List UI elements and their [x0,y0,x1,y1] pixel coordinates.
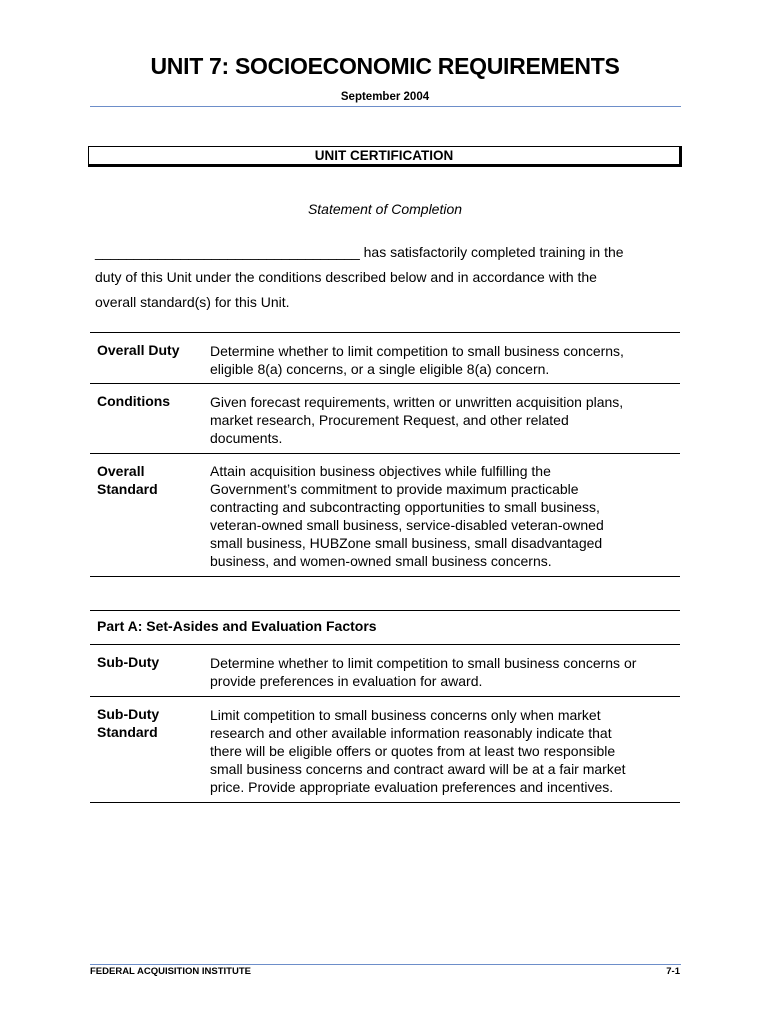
completion-line: overall standard(s) for this Unit. [95,294,290,310]
label-line: Overall [97,463,145,479]
header-rule [90,106,681,107]
row-rule [90,383,680,384]
label-line: Conditions [97,393,171,409]
footer-rule [90,964,681,965]
text-line: contracting and subcontracting opportunities to small business, [210,499,600,515]
conditions-label [97,392,170,410]
overall-standard-text [210,462,604,570]
text-line: Determine whether to limit competition to small business concerns, [210,343,624,359]
sub-duty-text [210,654,636,690]
sub-duty-standard-text [210,706,626,796]
text-line: business, and women-owned small business concerns. [210,553,552,569]
text-line: small business concerns and contract award will be at a fair market [210,761,626,777]
text-line: veteran-owned small business, service-disabled veteran-owned [210,517,604,533]
row-rule [90,453,680,454]
label-line: Sub-Duty [97,706,160,722]
completion-statement [95,240,685,315]
text-line: market research, Procurement Request, and other related [210,412,569,428]
part-a-heading: Part A: Set-Asides and Evaluation Factors [97,618,377,634]
footer-organization: FEDERAL ACQUISITION INSTITUTE [90,966,251,977]
page-title: UNIT 7: SOCIOECONOMIC REQUIREMENTS [150,53,620,79]
completion-line: duty of this Unit under the conditions described below and in accordance with the [95,269,597,285]
conditions-text [210,393,623,447]
sub-duty-label [97,653,159,671]
label-line: Sub-Duty [97,654,160,670]
label-line: Standard [97,724,158,740]
text-line: Government’s commitment to provide maximum practicable [210,481,579,497]
completion-line: __________________________________ has satisfactorily completed training in the [95,244,624,260]
certification-heading-box [88,146,682,167]
overall-duty-text [210,342,624,378]
part-a-top-rule [90,610,680,611]
text-line: provide preferences in evaluation for award. [210,673,483,689]
page-date: September 2004 [340,91,430,103]
overall-duty-label [97,341,179,359]
row-rule [90,644,680,645]
certification-heading: UNIT CERTIFICATION [314,148,454,163]
text-line: small business, HUBZone small business, small disadvantaged [210,535,603,551]
sub-duty-standard-label [97,705,159,741]
text-line: Attain acquisition business objectives while fulfilling the [210,463,551,479]
text-line: eligible 8(a) concerns, or a single eligible 8(a) concern. [210,361,550,377]
text-line: Determine whether to limit competition to small business concerns or [210,655,637,671]
overall-standard-label [97,462,158,498]
page-number: 7-1 [666,966,680,977]
text-line: research and other available information reasonably indicate that [210,725,612,741]
statement-heading: Statement of Completion [307,201,463,217]
text-line: documents. [210,430,283,446]
text-line: Given forecast requirements, written or unwritten acquisition plans, [210,394,624,410]
table-rule [90,332,680,333]
row-rule [90,696,680,697]
row-rule [90,802,680,803]
text-line: Limit competition to small business concerns only when market [210,707,601,723]
text-line: there will be eligible offers or quotes from at least two responsible [210,743,616,759]
text-line: price. Provide appropriate evaluation preferences and incentives. [210,779,614,795]
label-line: Overall Duty [97,342,180,358]
row-rule [90,576,680,577]
label-line: Standard [97,481,158,497]
